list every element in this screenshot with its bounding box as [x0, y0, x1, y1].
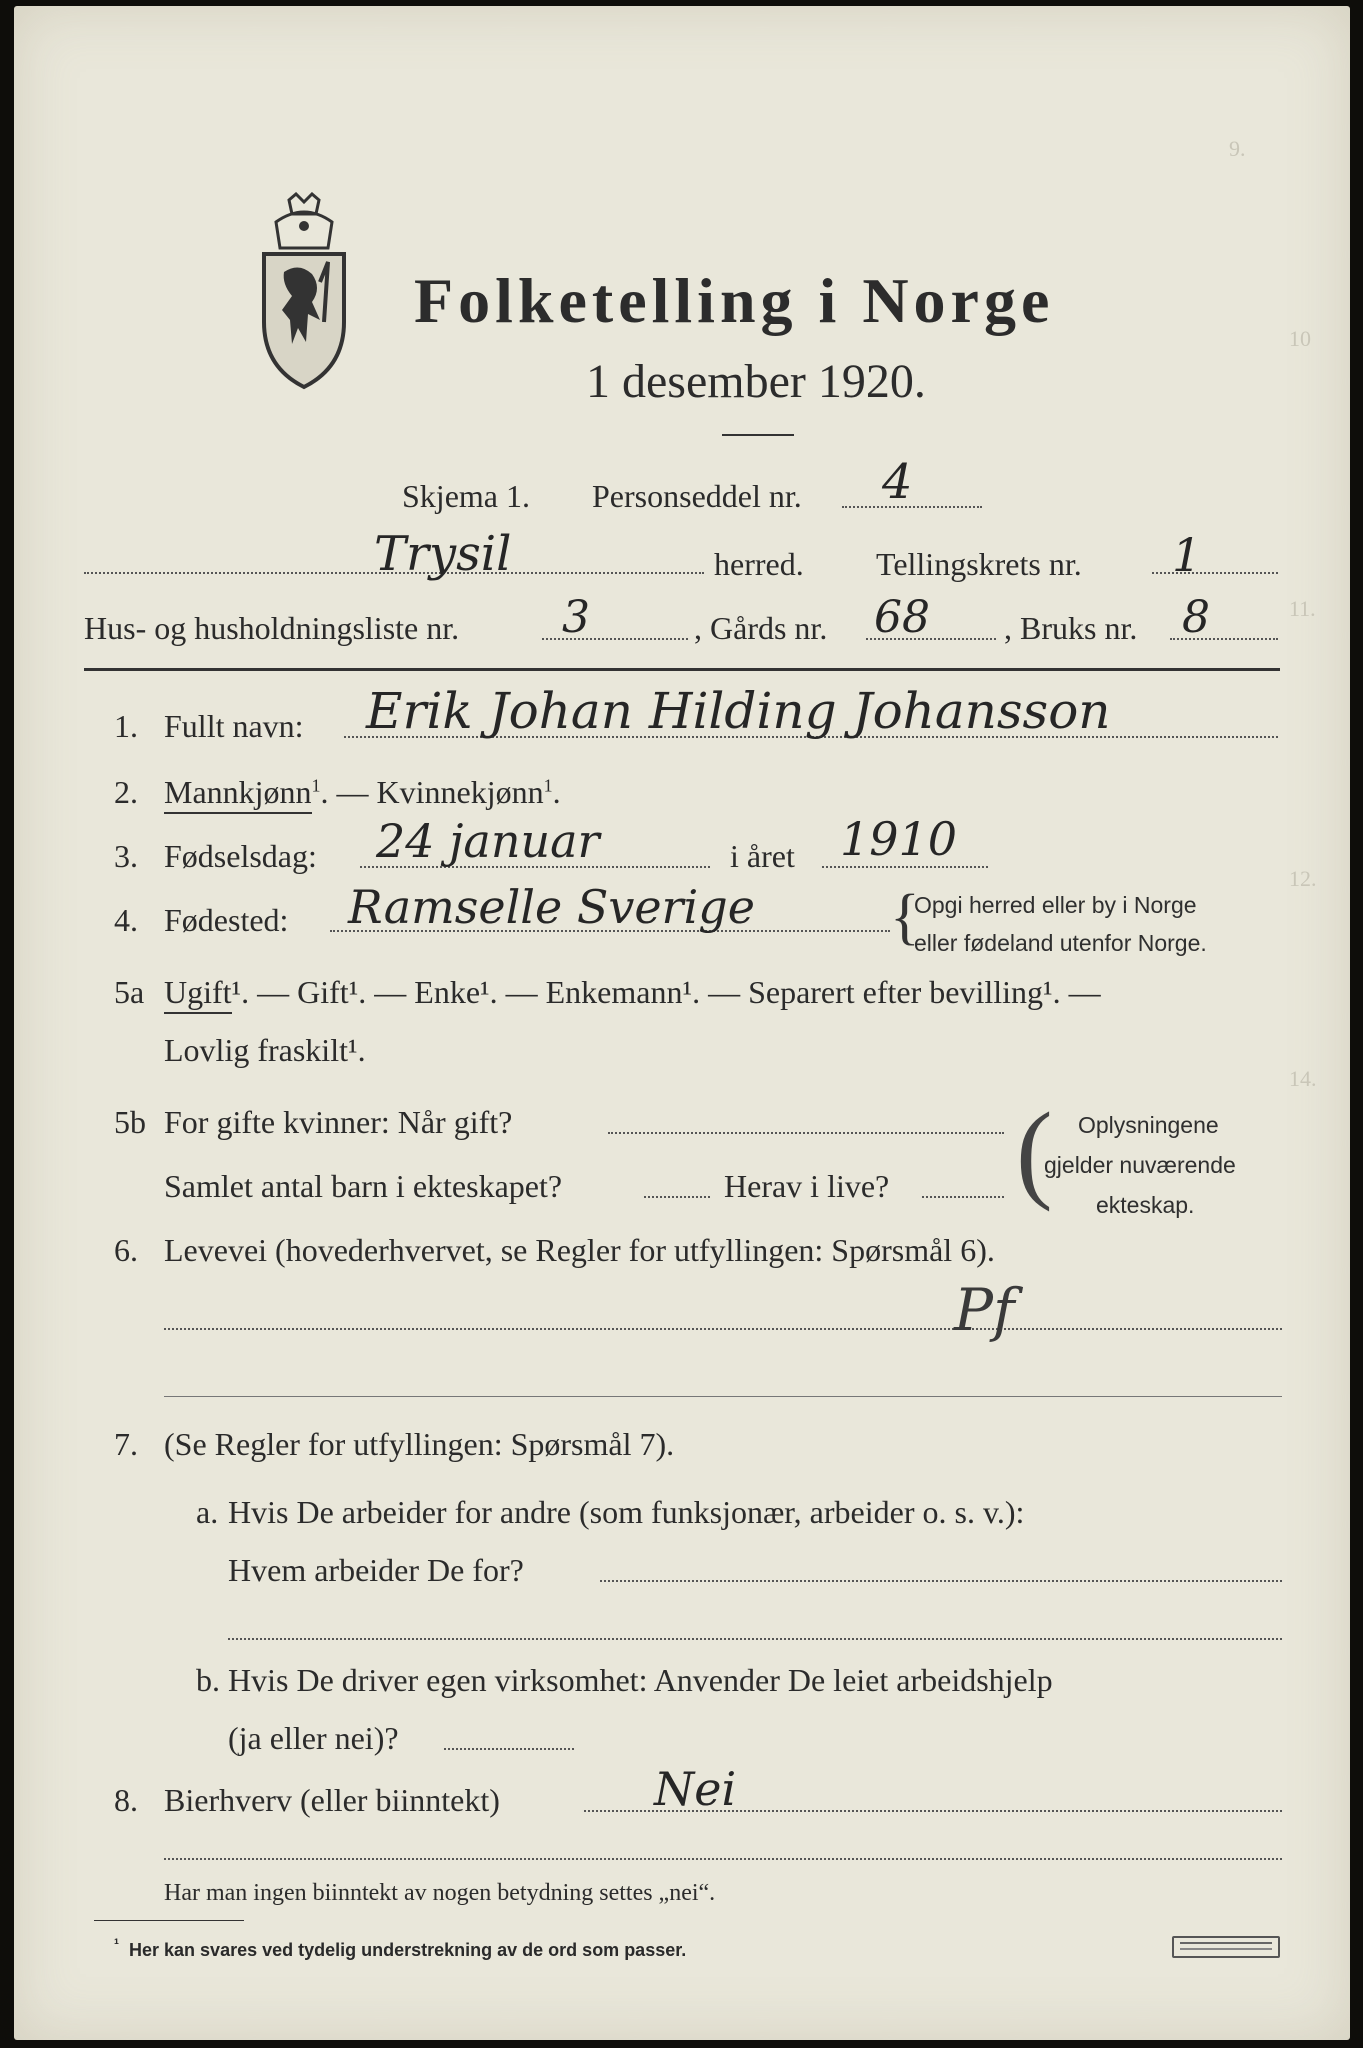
- q5a-line2: Lovlig fraskilt¹.: [164, 1032, 366, 1068]
- q5b-line1: For gifte kvinner: Når gift?: [164, 1104, 513, 1140]
- q7-label: (Se Regler for utfyllingen: Spørsmål 7).: [164, 1426, 675, 1462]
- q8-number: 8.: [114, 1782, 138, 1818]
- q3-year-line: [822, 866, 988, 868]
- form-title: Folketelling i Norge: [414, 265, 1055, 336]
- side-income-value: Nei: [654, 1762, 737, 1816]
- q4-label: Fødested:: [164, 902, 289, 938]
- birthplace-value: Ramselle Sverige: [348, 880, 755, 934]
- footnote: $^{^1}$ Her kan svares ved tydelig understrekning av de ord som passer.: [114, 1936, 687, 1960]
- q7b-line1: Hvis De driver egen virksomhet: Anvender De leiet arbeidshjelp: [228, 1662, 1053, 1698]
- bruks-value: 8: [1182, 592, 1210, 643]
- personseddel-value: 4: [882, 454, 913, 510]
- q4-number: 4.: [114, 902, 138, 938]
- q5b-note-3: ekteskap.: [1096, 1192, 1195, 1218]
- q7b-letter: b.: [196, 1662, 220, 1698]
- full-name-value: Erik Johan Hilding Johansson: [366, 682, 1111, 740]
- skjema-label: Skjema 1.: [402, 478, 530, 514]
- bleed-through-mark: 9.: [1229, 136, 1246, 161]
- section-divider: [84, 668, 1280, 671]
- note-brace-2: (: [1016, 1090, 1053, 1212]
- bleed-through-mark: 14.: [1289, 1066, 1317, 1091]
- hus-label: Hus- og husholdningsliste nr.: [84, 610, 460, 646]
- q1-label: Fullt navn:: [164, 708, 304, 744]
- q5b-alive-line: [922, 1196, 1004, 1198]
- tellingskrets-label: Tellingskrets nr.: [876, 546, 1082, 582]
- occupation-code-mark: Pf: [954, 1276, 1015, 1344]
- q7b-answer-line: [444, 1748, 574, 1750]
- bleed-through-mark: 11.: [1289, 596, 1316, 621]
- q7-number: 7.: [114, 1426, 138, 1462]
- footnote-rule: [94, 1920, 244, 1921]
- tellingskrets-value: 1: [1172, 528, 1202, 582]
- title-divider: [722, 434, 794, 436]
- q2-number: 2.: [114, 774, 138, 810]
- tellingskrets-line: [1152, 572, 1278, 574]
- bruks-label: , Bruks nr.: [1004, 610, 1138, 646]
- q5a-number: 5a: [114, 974, 145, 1010]
- q7a-employer-line-2: [228, 1638, 1282, 1640]
- bleed-through-mark: 12.: [1289, 866, 1317, 891]
- q1-number: 1.: [114, 708, 138, 744]
- gards-value: 68: [874, 592, 930, 643]
- birthday-value: 24 januar: [376, 814, 600, 868]
- option-male: Mannkjønn: [164, 774, 312, 814]
- q7a-employer-line: [600, 1580, 1282, 1582]
- bleed-through-mark: 10: [1289, 326, 1311, 351]
- personseddel-label: Personseddel nr.: [592, 478, 802, 514]
- q3-label: Fødselsdag:: [164, 838, 317, 874]
- q6-number: 6.: [114, 1232, 138, 1268]
- birthplace-note-2: eller fødeland utenfor Norge.: [914, 930, 1207, 956]
- q5b-number: 5b: [114, 1104, 146, 1140]
- q7a-letter: a.: [196, 1494, 219, 1530]
- q8-label: Bierhverv (eller biinntekt): [164, 1782, 500, 1818]
- birthplace-note-1: Opgi herred eller by i Norge: [914, 892, 1197, 918]
- q7a-line2: Hvem arbeider De for?: [228, 1552, 524, 1588]
- note-brace: {: [890, 883, 920, 951]
- coat-of-arms-icon: [254, 192, 354, 392]
- herred-label: herred.: [714, 546, 804, 582]
- census-form: [14, 6, 1350, 2040]
- q5b-children-line: [644, 1196, 710, 1198]
- option-female: . — Kvinnekjønn: [320, 774, 544, 810]
- q8-line-2: [164, 1858, 1282, 1860]
- q6-line-1: [164, 1328, 1282, 1330]
- q5a-options: [164, 974, 1101, 1011]
- q7a-line1: Hvis De arbeider for andre (som funksjonær, arbeider o. s. v.):: [228, 1494, 1025, 1530]
- q7b-line2: (ja eller nei)?: [228, 1720, 399, 1756]
- hus-value: 3: [562, 592, 590, 643]
- q6-line-2: [164, 1396, 1282, 1397]
- census-date: 1 desember 1920.: [586, 355, 926, 408]
- footer-note: Har man ingen biinntekt av nogen betydning settes „nei“.: [164, 1880, 716, 1906]
- q5b-line2: Samlet antal barn i ekteskapet?: [164, 1168, 563, 1204]
- q6-label: Levevei (hovederhvervet, se Regler for utfyllingen: Spørsmål 6).: [164, 1232, 995, 1268]
- q2-options: Mannkjønn$^1$. — Kvinnekjønn$^1$.: [164, 774, 561, 811]
- herred-value: Trysil: [374, 526, 512, 582]
- q5b-married-line: [608, 1132, 1004, 1134]
- q5b-note-2: gjelder nuværende: [1044, 1152, 1236, 1178]
- option-ugift: Ugift: [164, 974, 232, 1014]
- q3-number: 3.: [114, 838, 138, 874]
- gards-label: , Gårds nr.: [694, 610, 828, 646]
- q5b-herav: Herav i live?: [724, 1168, 890, 1204]
- option-rest: ¹. — Gift¹. — Enke¹. — Enkemann¹. — Separert efter bevilling¹. —: [231, 974, 1101, 1010]
- birth-year-value: 1910: [840, 812, 958, 866]
- printer-stamp: [1172, 1936, 1280, 1958]
- year-label: i året: [730, 838, 795, 874]
- q5b-note-1: Oplysningene: [1078, 1112, 1219, 1138]
